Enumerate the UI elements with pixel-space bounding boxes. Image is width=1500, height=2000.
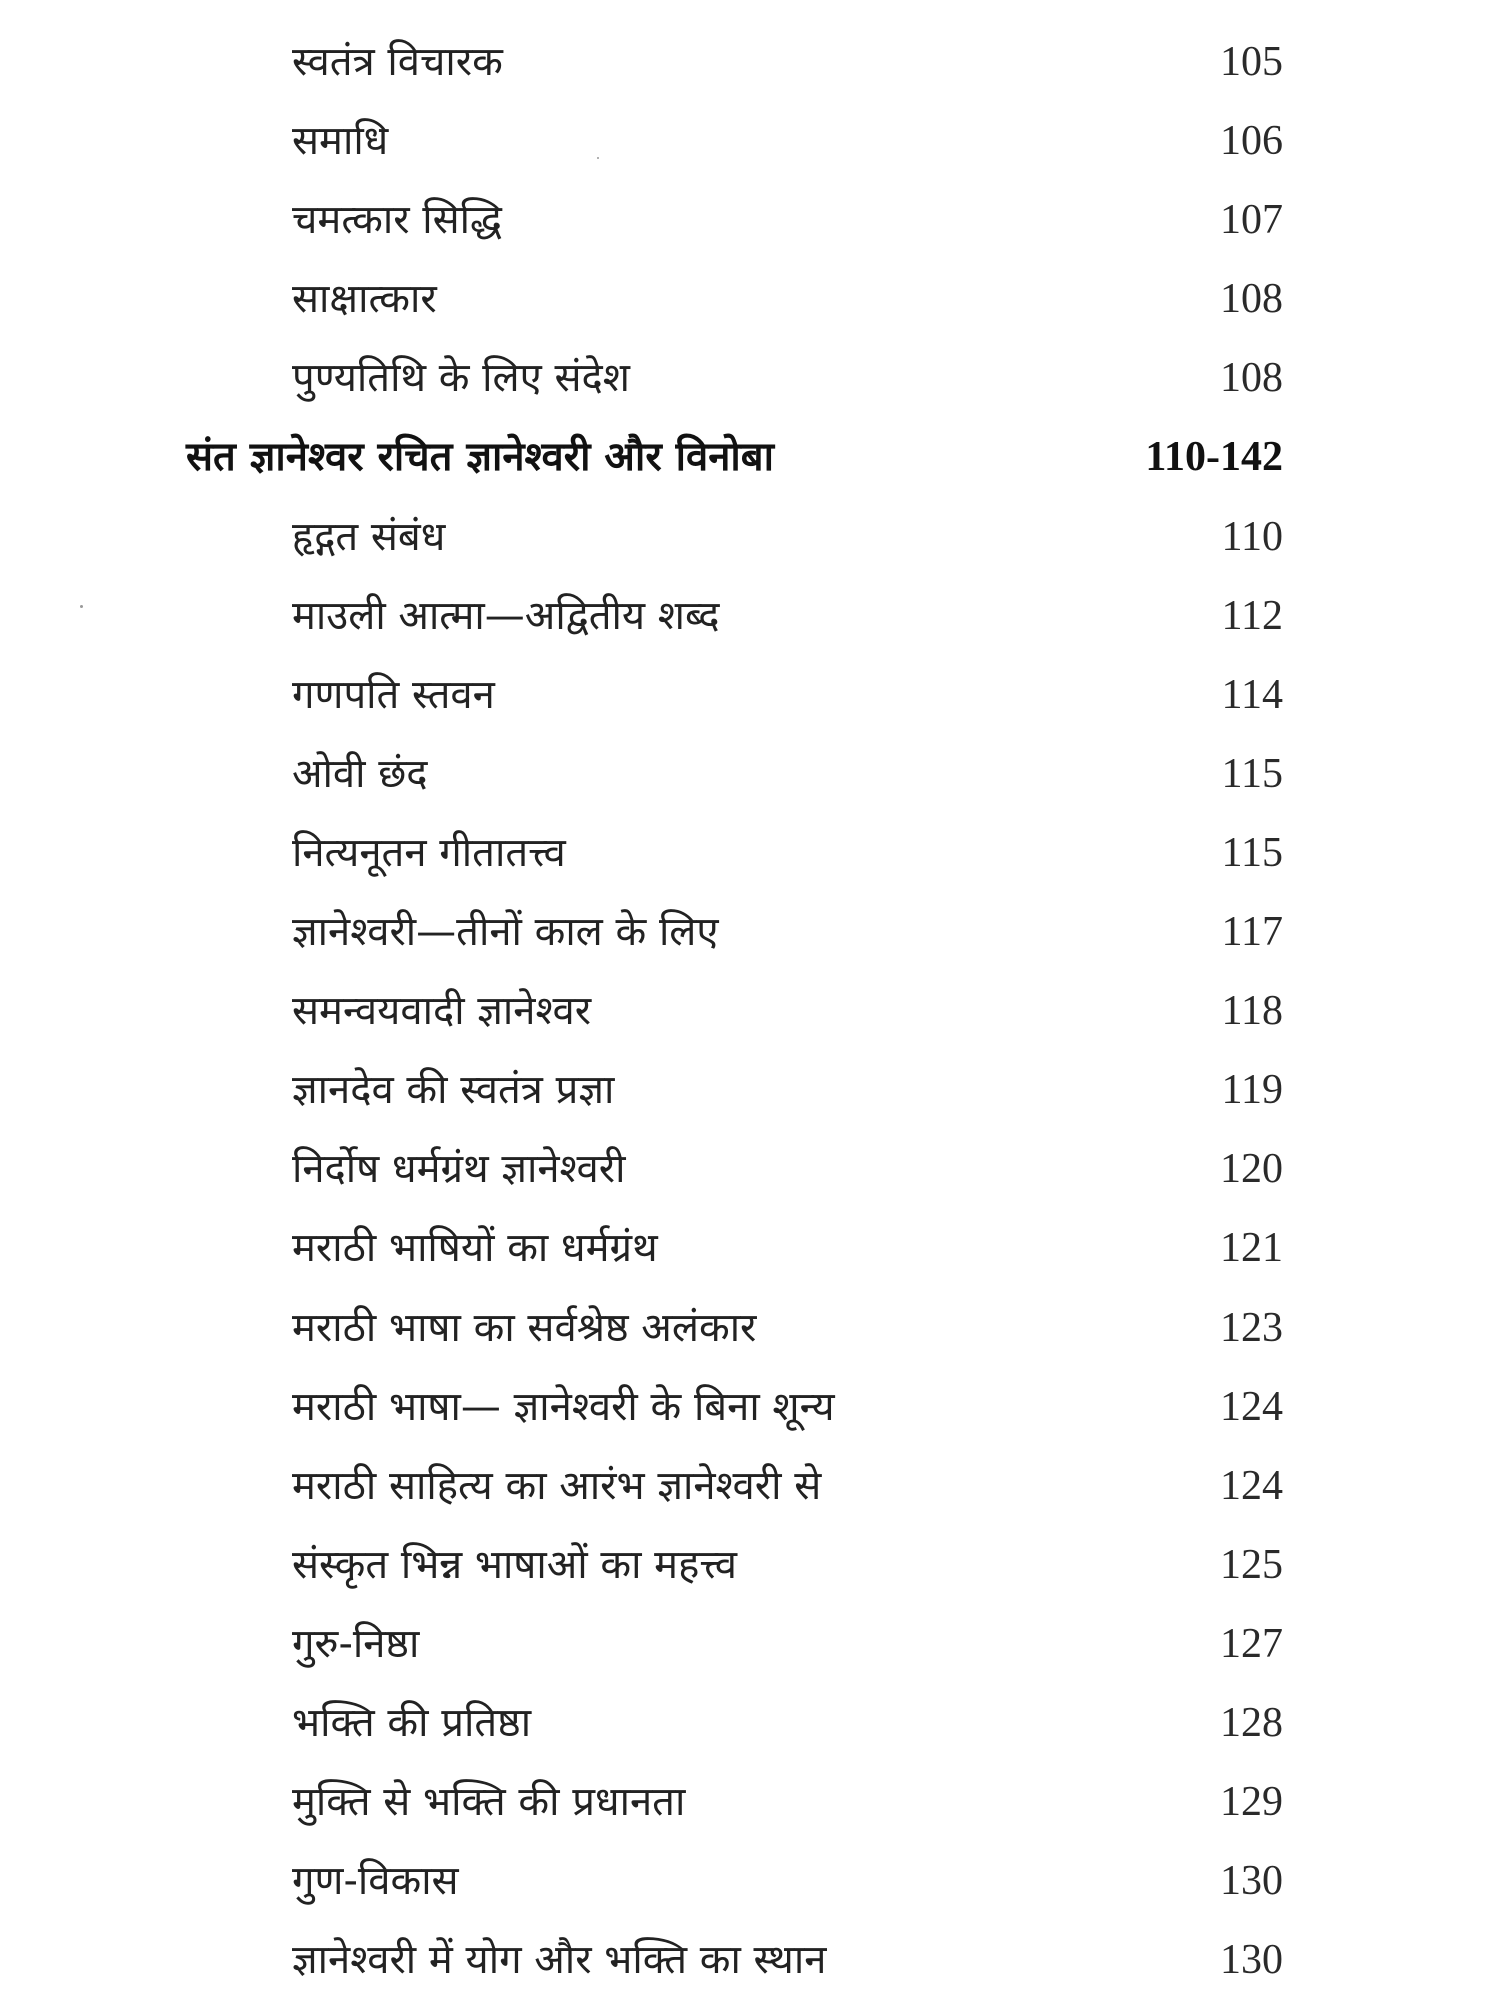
toc-entry xyxy=(0,101,1500,180)
toc-entry-page: 121 xyxy=(1220,1225,1283,1272)
toc-entry-title: हृद्गत संबंध xyxy=(292,513,446,560)
toc-entry-title: मराठी साहित्य का आरंभ ज्ञानेश्वरी से xyxy=(292,1462,822,1509)
toc-entry xyxy=(0,576,1500,655)
toc-entry-title: गुण-विकास xyxy=(292,1858,459,1905)
toc-entry-page: 125 xyxy=(1220,1541,1283,1588)
toc-entry-title: गुरु-निष्ठा xyxy=(292,1620,420,1667)
toc-entry-title: स्वतंत्र विचारक xyxy=(292,39,503,85)
toc-section-heading xyxy=(0,417,1500,496)
toc-entry xyxy=(0,1525,1500,1604)
toc-entry-page: 115 xyxy=(1221,750,1283,797)
toc-entry-page: 128 xyxy=(1220,1699,1283,1746)
toc-entry xyxy=(0,1920,1500,1999)
toc-entry xyxy=(0,338,1500,417)
toc-entry-title: निर्दोष धर्मग्रंथ ज्ञानेश्वरी xyxy=(292,1146,626,1193)
toc-entry-title: गणपति स्तवन xyxy=(292,671,495,718)
toc-entry-page: 129 xyxy=(1220,1779,1283,1826)
toc-entry-page: 123 xyxy=(1220,1304,1283,1351)
toc-entry-page: 105 xyxy=(1220,39,1283,85)
toc-entry-title: समन्वयवादी ज्ञानेश्वर xyxy=(292,988,592,1035)
toc-entry-title: पुण्यतिथि के लिए संदेश xyxy=(292,355,630,402)
toc-entry-page: 130 xyxy=(1220,1937,1283,1984)
toc-entry xyxy=(0,1604,1500,1683)
toc-entry-page: 119 xyxy=(1221,1067,1283,1114)
toc-entry-title: ज्ञानेश्वरी—तीनों काल के लिए xyxy=(292,909,719,956)
toc-entry-title: मुक्ति से भक्ति की प्रधानता xyxy=(292,1779,686,1826)
toc-entry-title: नित्यनूतन गीतातत्त्व xyxy=(292,829,566,876)
toc-entry-title: साक्षात्कार xyxy=(292,276,437,323)
toc-entry-title: मराठी भाषियों का धर्मग्रंथ xyxy=(292,1225,658,1272)
toc-section-title: संत ज्ञानेश्वर रचित ज्ञानेश्वरी और विनोबा xyxy=(186,434,774,481)
toc-entry-page: 114 xyxy=(1221,671,1283,718)
toc-entry-page: 124 xyxy=(1220,1462,1283,1509)
toc-entry xyxy=(0,1841,1500,1920)
toc-entry xyxy=(0,1288,1500,1367)
toc-entry-page: 112 xyxy=(1221,592,1283,639)
toc-entry-page: 106 xyxy=(1220,118,1283,165)
toc-entry xyxy=(0,1208,1500,1287)
toc-entry-title: मराठी भाषा— ज्ञानेश्वरी के बिना शून्य xyxy=(292,1383,835,1430)
toc-entry xyxy=(0,497,1500,576)
toc-entry xyxy=(0,1446,1500,1525)
toc-entry xyxy=(0,1050,1500,1129)
toc-entry-page: 108 xyxy=(1220,355,1283,402)
toc-entry-page: 107 xyxy=(1220,197,1283,244)
toc-entry-page: 115 xyxy=(1221,829,1283,876)
scan-speck xyxy=(80,605,83,608)
toc-entry-page: 110 xyxy=(1221,513,1283,560)
toc-entry-title: संस्कृत भिन्न भाषाओं का महत्त्व xyxy=(292,1541,738,1588)
toc-entry-page: 118 xyxy=(1221,988,1283,1035)
toc-entry-title: चमत्कार सिद्धि xyxy=(292,197,502,244)
toc-entry xyxy=(0,1683,1500,1762)
toc-entry-page: 117 xyxy=(1221,909,1283,956)
toc-entry-title: ज्ञानेश्वरी में योग और भक्ति का स्थान xyxy=(292,1937,827,1984)
toc-entry-page: 108 xyxy=(1220,276,1283,323)
toc-entry-title: भक्ति की प्रतिष्ठा xyxy=(292,1699,532,1746)
toc-entry xyxy=(0,22,1500,101)
scan-speck xyxy=(597,157,599,159)
toc-entry-page: 130 xyxy=(1220,1858,1283,1905)
toc-entry xyxy=(0,1762,1500,1841)
toc-entry xyxy=(0,734,1500,813)
toc-entry xyxy=(0,180,1500,259)
toc-entry xyxy=(0,813,1500,892)
toc-entry xyxy=(0,892,1500,971)
toc-entry-title: ज्ञानदेव की स्वतंत्र प्रज्ञा xyxy=(292,1067,615,1114)
toc-entry-title: समाधि xyxy=(292,118,389,165)
toc-entry-page: 127 xyxy=(1220,1620,1283,1667)
toc-entry xyxy=(0,1129,1500,1208)
toc-entry-page: 120 xyxy=(1220,1146,1283,1193)
toc-entry xyxy=(0,971,1500,1050)
toc-entry-title: ओवी छंद xyxy=(292,750,428,797)
toc-section-page-range: 110-142 xyxy=(1145,434,1283,481)
table-of-contents xyxy=(0,22,1500,1999)
toc-entry-title: माउली आत्मा—अद्वितीय शब्द xyxy=(292,592,720,639)
toc-entry xyxy=(0,655,1500,734)
toc-entry-page: 124 xyxy=(1220,1383,1283,1430)
toc-entry xyxy=(0,1367,1500,1446)
toc-entry-title: मराठी भाषा का सर्वश्रेष्ठ अलंकार xyxy=(292,1304,757,1351)
toc-entry xyxy=(0,259,1500,338)
